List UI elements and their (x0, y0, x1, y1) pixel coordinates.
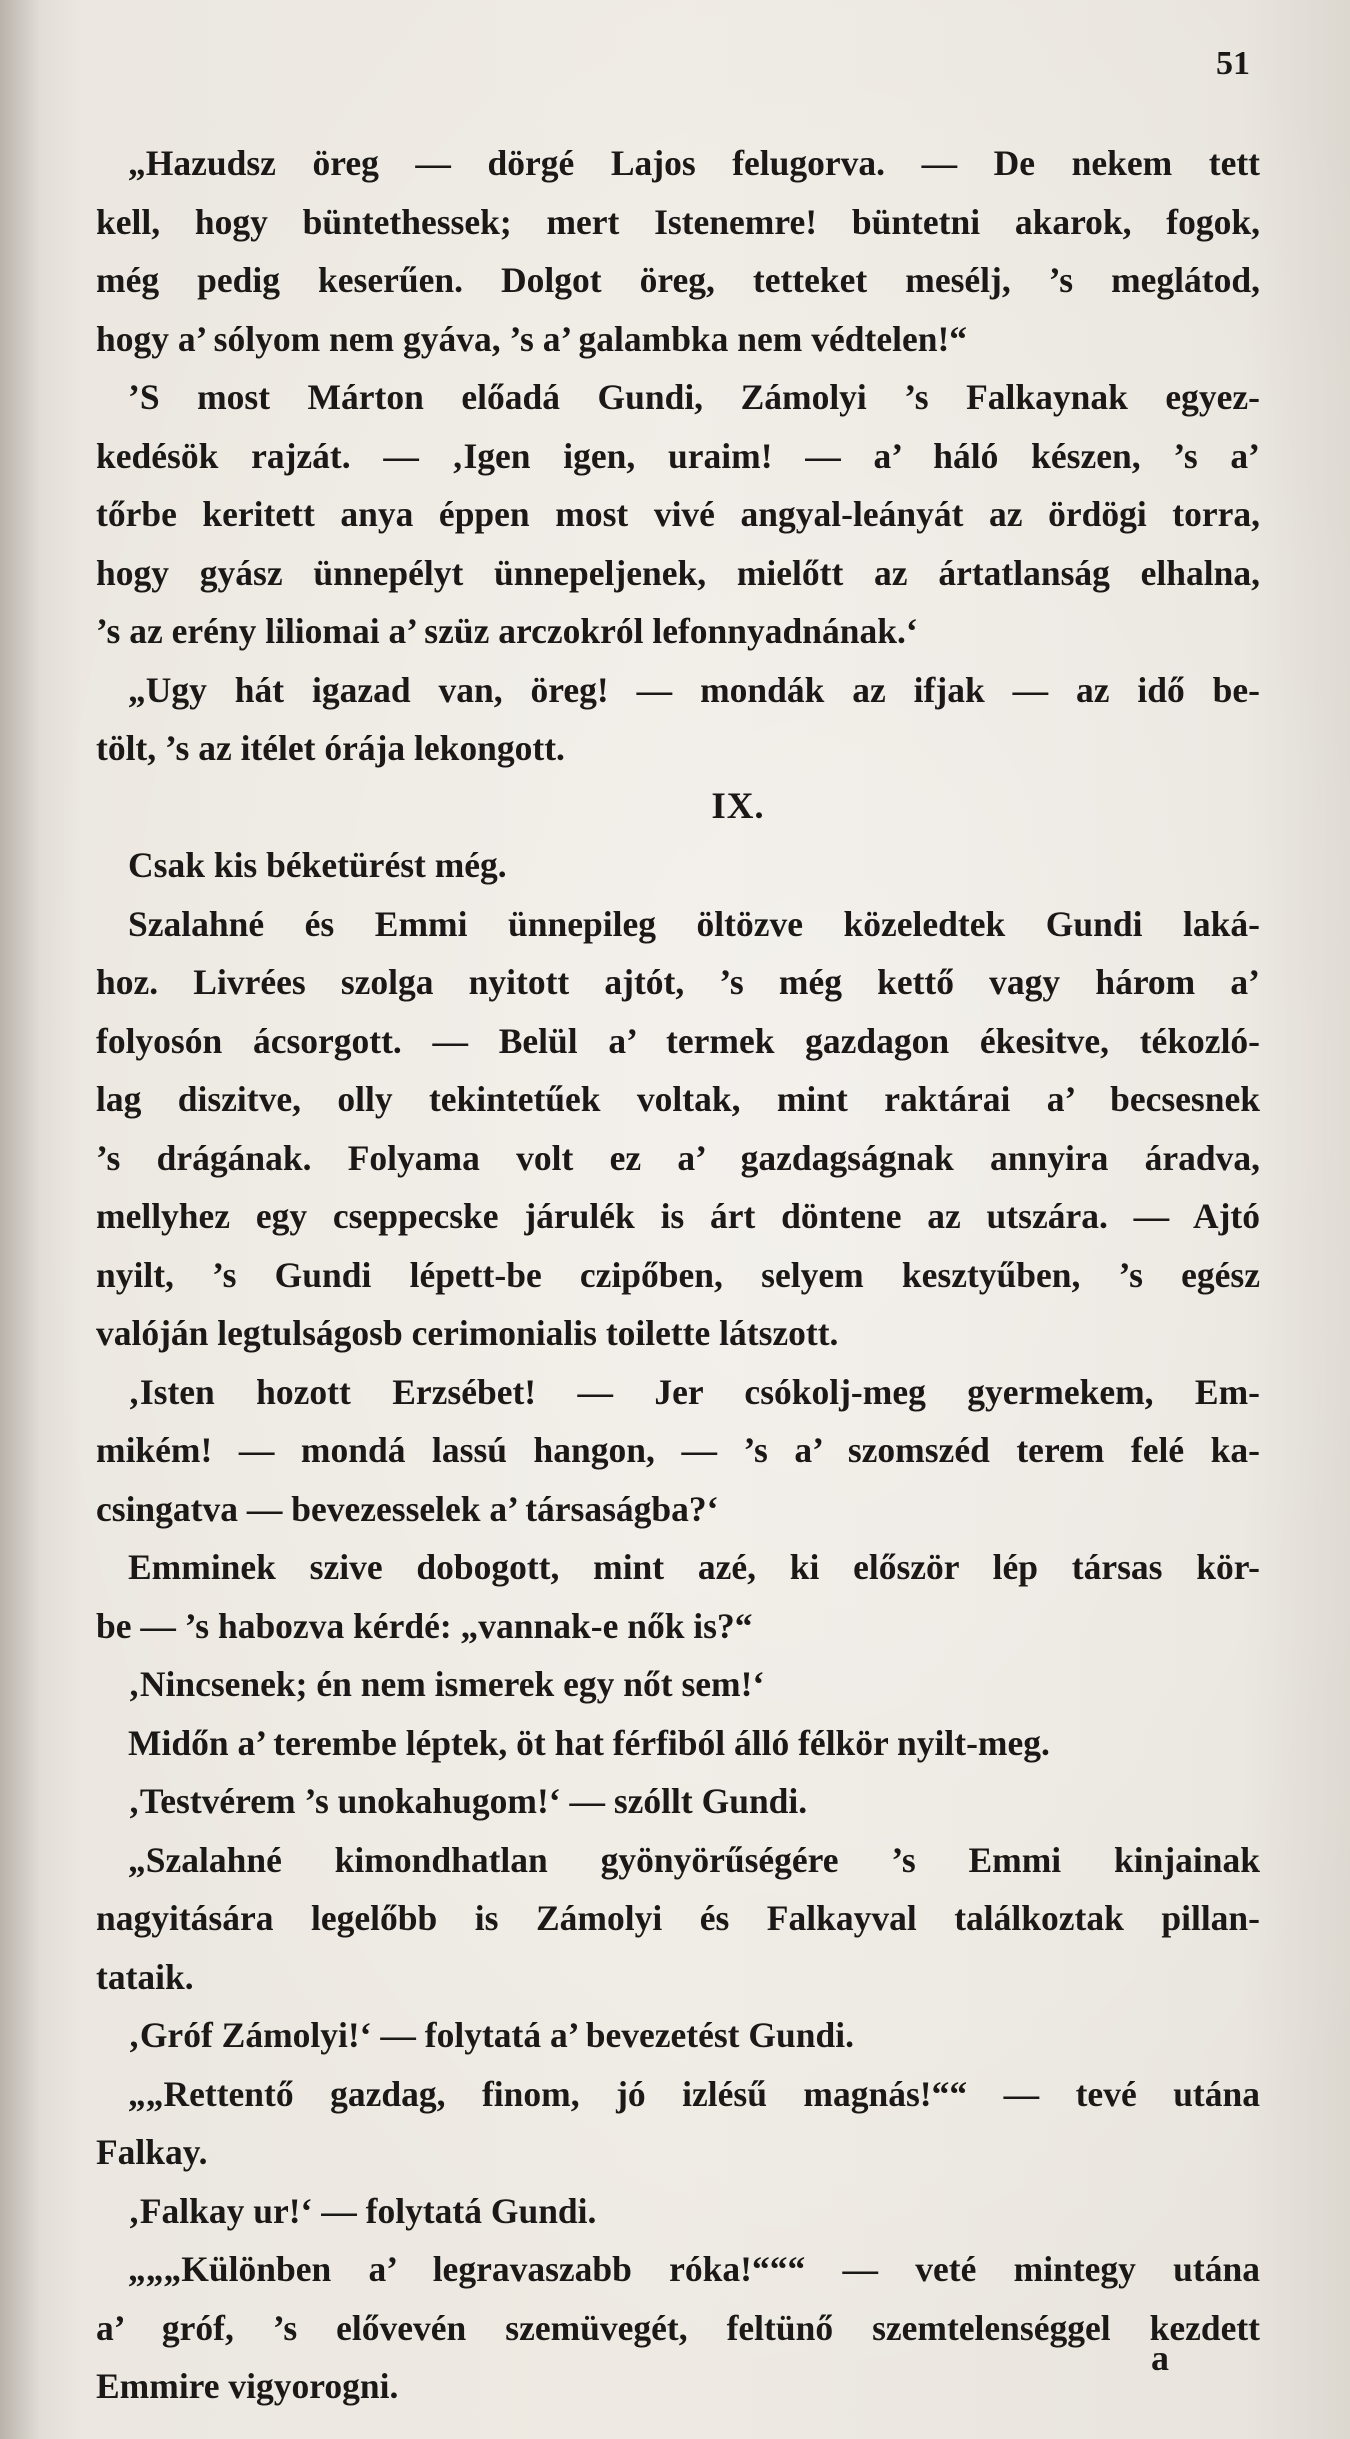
paragraph (96, 1772, 1260, 1831)
chapter-heading: IX. (711, 785, 765, 827)
paragraph (96, 1831, 1260, 2007)
paragraph (96, 2240, 1260, 2416)
paragraph (96, 1538, 1260, 1655)
chapter-subtitle: Csak kis béketürést még. (128, 845, 507, 885)
text-line: nyilt, ’s Gundi lépett-be czipőben, selyem kesztyűben, ’s egész (96, 1254, 1260, 1295)
text-line: kell, hogy büntethessek; mert Istenemre! büntetni akarok, fogok, (96, 201, 1260, 242)
text-line: folyosón ácsorgott. — Belül a’ termek gazdagon ékesitve, tékozló- (96, 1020, 1260, 1061)
text-line: Falkay. (96, 2132, 208, 2172)
page-number: 51 (1216, 45, 1250, 82)
text-line: valóján legtulságosb cerimonialis toilette látszott. (96, 1313, 839, 1353)
text-line: „Ugy hát igazad van, öreg! — mondák az ifjak — az idő be- (128, 669, 1260, 710)
text-line: hogy a’ sólyom nem gyáva, ’s a’ galambka nem védtelen!“ (96, 318, 968, 359)
paragraph (96, 2006, 1260, 2065)
text-line: „Hazudsz öreg — dörgé Lajos felugorva. — De nekem tett (128, 143, 1260, 183)
text-line: tataik. (96, 1956, 194, 1997)
paragraph (96, 134, 1260, 368)
paragraph (96, 661, 1260, 778)
text-line: „Szalahné kimondhatlan gyönyörűségére ’s Emmi kinjainak (128, 1839, 1260, 1880)
paragraph (96, 895, 1260, 1363)
text-line: Midőn a’ terembe léptek, öt hat férfiból álló félkör nyilt-meg. (128, 1722, 1050, 1763)
text-line: ’s drágának. Folyama volt ez a’ gazdagságnak annyira áradva, (96, 1137, 1260, 1178)
text-line: csingatva — bevezesselek a’ társaságba?‘ (96, 1488, 719, 1529)
paragraph (96, 1363, 1260, 1539)
text-line: ‚Testvérem ’s unokahugom!‘ — szóllt Gundi. (128, 1781, 808, 1821)
body-text (96, 134, 1260, 2416)
paragraph (96, 1714, 1260, 1773)
text-line: Szalahné és Emmi ünnepileg öltözve közeledtek Gundi laká- (128, 903, 1260, 944)
text-line: a’ gróf, ’s elővevén szemüvegét, feltünő szemtelenséggel kezdett (96, 2307, 1260, 2348)
text-line: Emmire vigyorogni. (96, 2366, 399, 2406)
paragraph (96, 836, 1260, 895)
text-line: ‚Falkay ur!‘ — folytatá Gundi. (128, 2190, 597, 2231)
paragraph (96, 2182, 1260, 2241)
text-line: ‚Nincsenek; én nem ismerek egy nőt sem!‘ (128, 1664, 765, 1704)
text-line: mikém! — mondá lassú hangon, — ’s a’ szomszéd terem felé ka- (96, 1430, 1260, 1470)
text-line: még pedig keserűen. Dolgot öreg, tetteket mesélj, ’s meglátod, (96, 260, 1260, 300)
text-line: kedésök rajzát. — ‚Igen igen, uraim! — a’ háló készen, ’s a’ (96, 435, 1260, 476)
text-line: hoz. Livrées szolga nyitott ajtót, ’s még kettő vagy három a’ (96, 962, 1260, 1002)
text-line: ’s az erény liliomai a’ szüz arczokról lefonnyadnának.‘ (96, 611, 918, 651)
text-line: nagyitására legelőbb is Zámolyi és Falkayval találkoztak pillan- (96, 1898, 1260, 1938)
text-line: „„„Különben a’ legravaszabb róka!“““ — veté mintegy utána (128, 2249, 1260, 2289)
signature-mark: a (1151, 2338, 1169, 2378)
paragraph (96, 368, 1260, 661)
text-line: tölt, ’s az itélet órája lekongott. (96, 728, 565, 768)
text-line: tőrbe keritett anya éppen most vivé angyal-leányát az ördögi torra, (96, 494, 1260, 534)
text-line: ‚Isten hozott Erzsébet! — Jer csókolj-meg gyermekem, Em- (128, 1371, 1260, 1412)
text-line: ’S most Márton előadá Gundi, Zámolyi ’s Falkaynak egyez- (128, 377, 1260, 417)
text-line: hogy gyász ünnepélyt ünnepeljenek, mielőtt az ártatlanság elhalna, (96, 552, 1260, 593)
paragraph (96, 1655, 1260, 1714)
gutter-shadow (0, 0, 40, 2439)
text-line: Emminek szive dobogott, mint azé, ki először lép társas kör- (128, 1547, 1260, 1587)
text-line: be — ’s habozva kérdé: „vannak-e nők is?“ (96, 1605, 753, 1646)
text-line: lag diszitve, olly tekintetűek voltak, mint raktárai a’ becsesnek (96, 1079, 1260, 1119)
paragraph (96, 2065, 1260, 2182)
text-line: ‚Gróf Zámolyi!‘ — folytatá a’ bevezetést Gundi. (128, 2015, 854, 2055)
text-line: „„Rettentő gazdag, finom, jó izlésű magnás!““ — tevé utána (128, 2073, 1260, 2114)
text-line: mellyhez egy cseppecske járulék is árt döntene az utszára. — Ajtó (96, 1196, 1260, 1236)
